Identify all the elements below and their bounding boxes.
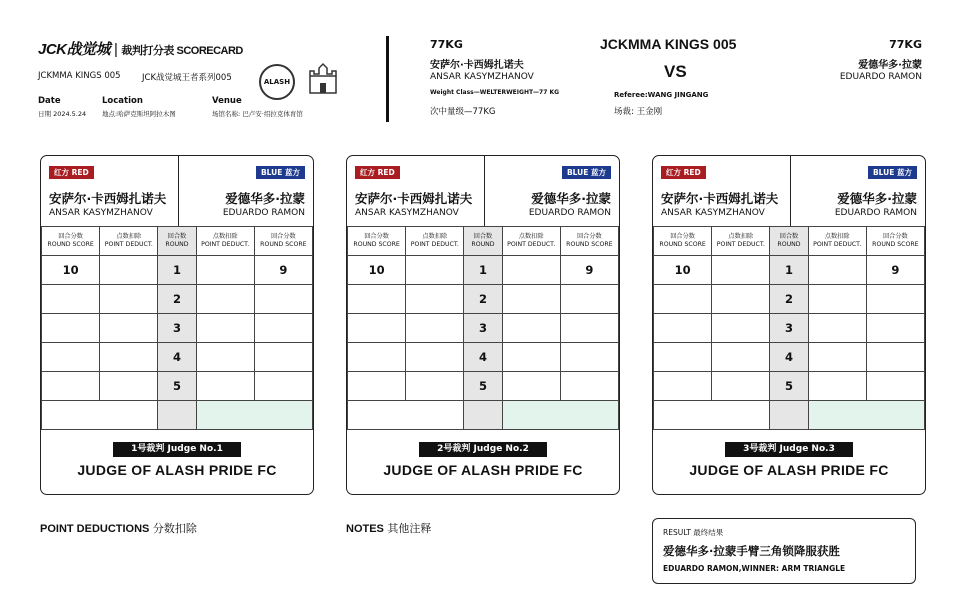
header-red-name-cn: 安萨尔·卡西姆扎诺夫 <box>430 60 524 71</box>
red-corner-tag: 红方 RED <box>355 166 400 179</box>
blue-total-cell[interactable] <box>808 401 924 430</box>
red-point-deduct-header: 点数扣除 POINT DEDUCT. <box>406 227 464 256</box>
weight-left: 77KG <box>430 38 463 51</box>
round-number: 5 <box>770 372 808 401</box>
blue-deduction-cell[interactable] <box>196 285 254 314</box>
table-row <box>348 372 619 401</box>
referee-en: Referee:WANG JINGANG <box>614 91 709 99</box>
point-deductions-label-cn: 分数扣除 <box>152 522 197 535</box>
red-deduction-cell[interactable] <box>406 314 464 343</box>
alash-badge-icon <box>259 64 295 100</box>
header-divider <box>386 36 389 122</box>
blue-fighter-name-cn: 爱德华多·拉蒙 <box>837 191 917 206</box>
round-header: 回合数 ROUND <box>464 227 502 256</box>
table-row <box>42 314 313 343</box>
round-number: 3 <box>464 314 502 343</box>
blue-round-score-header: 回合分数 ROUND SCORE <box>254 227 312 256</box>
vs-label: VS <box>664 62 687 81</box>
blue-deduction-cell[interactable] <box>808 314 866 343</box>
total-row <box>348 401 619 430</box>
red-deduction-cell[interactable] <box>712 343 770 372</box>
table-row <box>348 256 619 285</box>
blue-fighter-name-en: EDUARDO RAMON <box>528 208 611 218</box>
blue-round-score-cell[interactable]: 9 <box>560 256 618 285</box>
total-round-cell <box>464 401 502 430</box>
red-deduction-cell[interactable] <box>712 256 770 285</box>
blue-round-score-cell[interactable] <box>866 314 924 343</box>
referee-cn: 场裁: 王金刚 <box>614 107 663 117</box>
round-number: 4 <box>770 343 808 372</box>
score-table-header <box>348 227 619 256</box>
blue-deduction-cell[interactable] <box>808 256 866 285</box>
score-table <box>347 226 619 430</box>
round-number: 3 <box>158 314 196 343</box>
blue-round-score-header: 回合分数 ROUND SCORE <box>560 227 618 256</box>
red-deduction-cell[interactable] <box>100 314 158 343</box>
blue-round-score-cell[interactable] <box>560 314 618 343</box>
blue-deduction-cell[interactable] <box>808 372 866 401</box>
result-label: RESULT 最终结果 <box>663 528 724 537</box>
event-name-cn: JCK战觉城王者系列005 <box>142 73 232 83</box>
round-number: 5 <box>158 372 196 401</box>
blue-corner-tag: BLUE 蓝方 <box>256 166 305 179</box>
blue-round-score-cell[interactable] <box>866 285 924 314</box>
blue-total-cell[interactable] <box>196 401 312 430</box>
venue-label: Venue <box>212 96 242 106</box>
red-round-score-cell[interactable] <box>654 314 712 343</box>
badge-text: ALASH <box>263 78 291 86</box>
blue-deduction-cell[interactable] <box>502 314 560 343</box>
judge-card-2 <box>346 155 620 495</box>
red-deduction-cell[interactable] <box>100 343 158 372</box>
red-round-score-cell[interactable] <box>348 285 406 314</box>
judge-organization: JUDGE OF ALASH PRIDE FC <box>77 462 277 478</box>
event-title: JCKMMA KINGS 005 <box>600 36 737 52</box>
judge-card-3 <box>652 155 926 495</box>
round-number: 1 <box>770 256 808 285</box>
blue-deduction-cell[interactable] <box>808 285 866 314</box>
red-deduction-cell[interactable] <box>100 372 158 401</box>
judge-organization: JUDGE OF ALASH PRIDE FC <box>689 462 889 478</box>
red-round-score-cell[interactable] <box>348 372 406 401</box>
score-table-header <box>654 227 925 256</box>
name-divider <box>178 156 179 226</box>
name-divider <box>484 156 485 226</box>
logo-text: JCK战觉城 <box>38 41 111 58</box>
round-number: 1 <box>464 256 502 285</box>
header-blue-name-cn: 爱德华多·拉蒙 <box>858 60 922 71</box>
total-round-cell <box>158 401 196 430</box>
judge-number-label: 1号裁判 Judge No.1 <box>113 442 241 457</box>
red-deduction-cell[interactable] <box>406 343 464 372</box>
red-fighter-name-cn: 安萨尔·卡西姆扎诺夫 <box>49 191 167 206</box>
notes-section <box>346 520 431 536</box>
red-round-score-cell[interactable] <box>654 343 712 372</box>
weight-class-en: Weight Class—WELTERWEIGHT—77 KG <box>430 89 560 96</box>
judge-organization: JUDGE OF ALASH PRIDE FC <box>383 462 583 478</box>
header-blue-name-en: EDUARDO RAMON <box>839 72 922 82</box>
blue-round-score-cell[interactable] <box>866 343 924 372</box>
result-box <box>652 518 916 584</box>
red-point-deduct-header: 点数扣除 POINT DEDUCT. <box>100 227 158 256</box>
venue-value: 场馆名称: 巴卢安·绍拉克体育馆 <box>212 110 303 118</box>
judge-number-label: 2号裁判 Judge No.2 <box>419 442 547 457</box>
total-row <box>42 401 313 430</box>
blue-round-score-cell[interactable] <box>254 314 312 343</box>
blue-round-score-cell[interactable]: 9 <box>866 256 924 285</box>
blue-round-score-header: 回合分数 ROUND SCORE <box>866 227 924 256</box>
castle-emblem-icon <box>306 62 340 96</box>
weight-right: 77KG <box>889 38 922 51</box>
blue-deduction-cell[interactable] <box>196 343 254 372</box>
total-round-cell <box>770 401 808 430</box>
date-value: 日期 2024.5.24 <box>38 110 87 118</box>
red-corner-tag: 红方 RED <box>49 166 94 179</box>
table-row <box>348 343 619 372</box>
red-fighter-name-cn: 安萨尔·卡西姆扎诺夫 <box>355 191 473 206</box>
red-round-score-cell[interactable] <box>348 343 406 372</box>
blue-fighter-name-cn: 爱德华多·拉蒙 <box>225 191 305 206</box>
blue-deduction-cell[interactable] <box>196 256 254 285</box>
blue-round-score-cell[interactable] <box>254 343 312 372</box>
red-round-score-header: 回合分数 ROUND SCORE <box>42 227 100 256</box>
blue-corner-tag: BLUE 蓝方 <box>562 166 611 179</box>
blue-round-score-cell[interactable]: 9 <box>254 256 312 285</box>
blue-fighter-name-cn: 爱德华多·拉蒙 <box>531 191 611 206</box>
logo-separator: | <box>114 41 118 58</box>
round-header: 回合数 ROUND <box>770 227 808 256</box>
red-deduction-cell[interactable] <box>406 256 464 285</box>
red-total-cell[interactable] <box>348 401 464 430</box>
red-deduction-cell[interactable] <box>406 285 464 314</box>
notes-label-cn: 其他注释 <box>387 522 432 535</box>
red-point-deduct-header: 点数扣除 POINT DEDUCT. <box>712 227 770 256</box>
round-number: 2 <box>158 285 196 314</box>
weight-class-cn: 次中量级—77KG <box>430 107 496 117</box>
blue-deduction-cell[interactable] <box>502 256 560 285</box>
red-round-score-cell[interactable]: 10 <box>654 256 712 285</box>
red-deduction-cell[interactable] <box>100 285 158 314</box>
red-round-score-cell[interactable] <box>42 285 100 314</box>
red-deduction-cell[interactable] <box>712 285 770 314</box>
round-number: 2 <box>464 285 502 314</box>
red-fighter-name-en: ANSAR KASYMZHANOV <box>355 208 459 218</box>
blue-point-deduct-header: 点数扣除 POINT DEDUCT. <box>502 227 560 256</box>
score-table <box>41 226 313 430</box>
result-text-en: EDUARDO RAMON,WINNER: ARM TRIANGLE <box>663 564 846 573</box>
blue-fighter-name-en: EDUARDO RAMON <box>222 208 305 218</box>
brand-logo <box>38 38 243 59</box>
red-deduction-cell[interactable] <box>100 256 158 285</box>
table-row <box>42 285 313 314</box>
blue-round-score-cell[interactable] <box>254 285 312 314</box>
blue-deduction-cell[interactable] <box>502 343 560 372</box>
location-value: 地点:哈萨克斯坦阿拉木图 <box>102 110 176 118</box>
blue-deduction-cell[interactable] <box>196 314 254 343</box>
red-round-score-header: 回合分数 ROUND SCORE <box>348 227 406 256</box>
name-divider <box>790 156 791 226</box>
blue-round-score-cell[interactable] <box>560 372 618 401</box>
red-total-cell[interactable] <box>654 401 770 430</box>
table-row <box>654 256 925 285</box>
result-text-cn: 爱德华多·拉蒙手臂三角锁降服获胜 <box>663 544 840 558</box>
blue-total-cell[interactable] <box>502 401 618 430</box>
blue-round-score-cell[interactable] <box>560 285 618 314</box>
round-number: 4 <box>158 343 196 372</box>
round-number: 1 <box>158 256 196 285</box>
red-round-score-cell[interactable] <box>654 372 712 401</box>
red-round-score-cell[interactable] <box>42 372 100 401</box>
location-label: Location <box>102 96 143 106</box>
red-total-cell[interactable] <box>42 401 158 430</box>
round-number: 4 <box>464 343 502 372</box>
round-header: 回合数 ROUND <box>158 227 196 256</box>
total-row <box>654 401 925 430</box>
notes-label-en: NOTES <box>346 523 384 535</box>
red-round-score-cell[interactable] <box>348 314 406 343</box>
score-table-header <box>42 227 313 256</box>
red-fighter-name-cn: 安萨尔·卡西姆扎诺夫 <box>661 191 779 206</box>
event-name-en: JCKMMA KINGS 005 <box>38 71 121 81</box>
table-row <box>348 314 619 343</box>
table-row <box>654 343 925 372</box>
blue-deduction-cell[interactable] <box>808 343 866 372</box>
blue-round-score-cell[interactable] <box>254 372 312 401</box>
red-round-score-cell[interactable] <box>42 314 100 343</box>
blue-fighter-name-en: EDUARDO RAMON <box>834 208 917 218</box>
blue-point-deduct-header: 点数扣除 POINT DEDUCT. <box>196 227 254 256</box>
table-row <box>42 372 313 401</box>
round-number: 2 <box>770 285 808 314</box>
red-round-score-cell[interactable]: 10 <box>348 256 406 285</box>
judge-card-1 <box>40 155 314 495</box>
point-deductions-label-en: POINT DEDUCTIONS <box>40 523 150 535</box>
blue-corner-tag: BLUE 蓝方 <box>868 166 917 179</box>
point-deductions-section <box>40 520 197 536</box>
table-row <box>42 343 313 372</box>
red-round-score-cell[interactable]: 10 <box>42 256 100 285</box>
table-row <box>654 314 925 343</box>
red-fighter-name-en: ANSAR KASYMZHANOV <box>661 208 765 218</box>
red-deduction-cell[interactable] <box>712 372 770 401</box>
table-row <box>348 285 619 314</box>
scorecard-title: 裁判打分表 SCORECARD <box>121 45 243 57</box>
red-deduction-cell[interactable] <box>712 314 770 343</box>
red-deduction-cell[interactable] <box>406 372 464 401</box>
table-row <box>42 256 313 285</box>
round-number: 3 <box>770 314 808 343</box>
blue-point-deduct-header: 点数扣除 POINT DEDUCT. <box>808 227 866 256</box>
round-number: 5 <box>464 372 502 401</box>
table-row <box>654 372 925 401</box>
table-row <box>654 285 925 314</box>
red-round-score-cell[interactable] <box>654 285 712 314</box>
blue-round-score-cell[interactable] <box>560 343 618 372</box>
header-red-name-en: ANSAR KASYMZHANOV <box>430 72 534 82</box>
blue-deduction-cell[interactable] <box>196 372 254 401</box>
judge-number-label: 3号裁判 Judge No.3 <box>725 442 853 457</box>
score-table <box>653 226 925 430</box>
blue-round-score-cell[interactable] <box>866 372 924 401</box>
red-fighter-name-en: ANSAR KASYMZHANOV <box>49 208 153 218</box>
red-corner-tag: 红方 RED <box>661 166 706 179</box>
date-label: Date <box>38 96 61 106</box>
red-round-score-cell[interactable] <box>42 343 100 372</box>
blue-deduction-cell[interactable] <box>502 285 560 314</box>
red-round-score-header: 回合分数 ROUND SCORE <box>654 227 712 256</box>
blue-deduction-cell[interactable] <box>502 372 560 401</box>
